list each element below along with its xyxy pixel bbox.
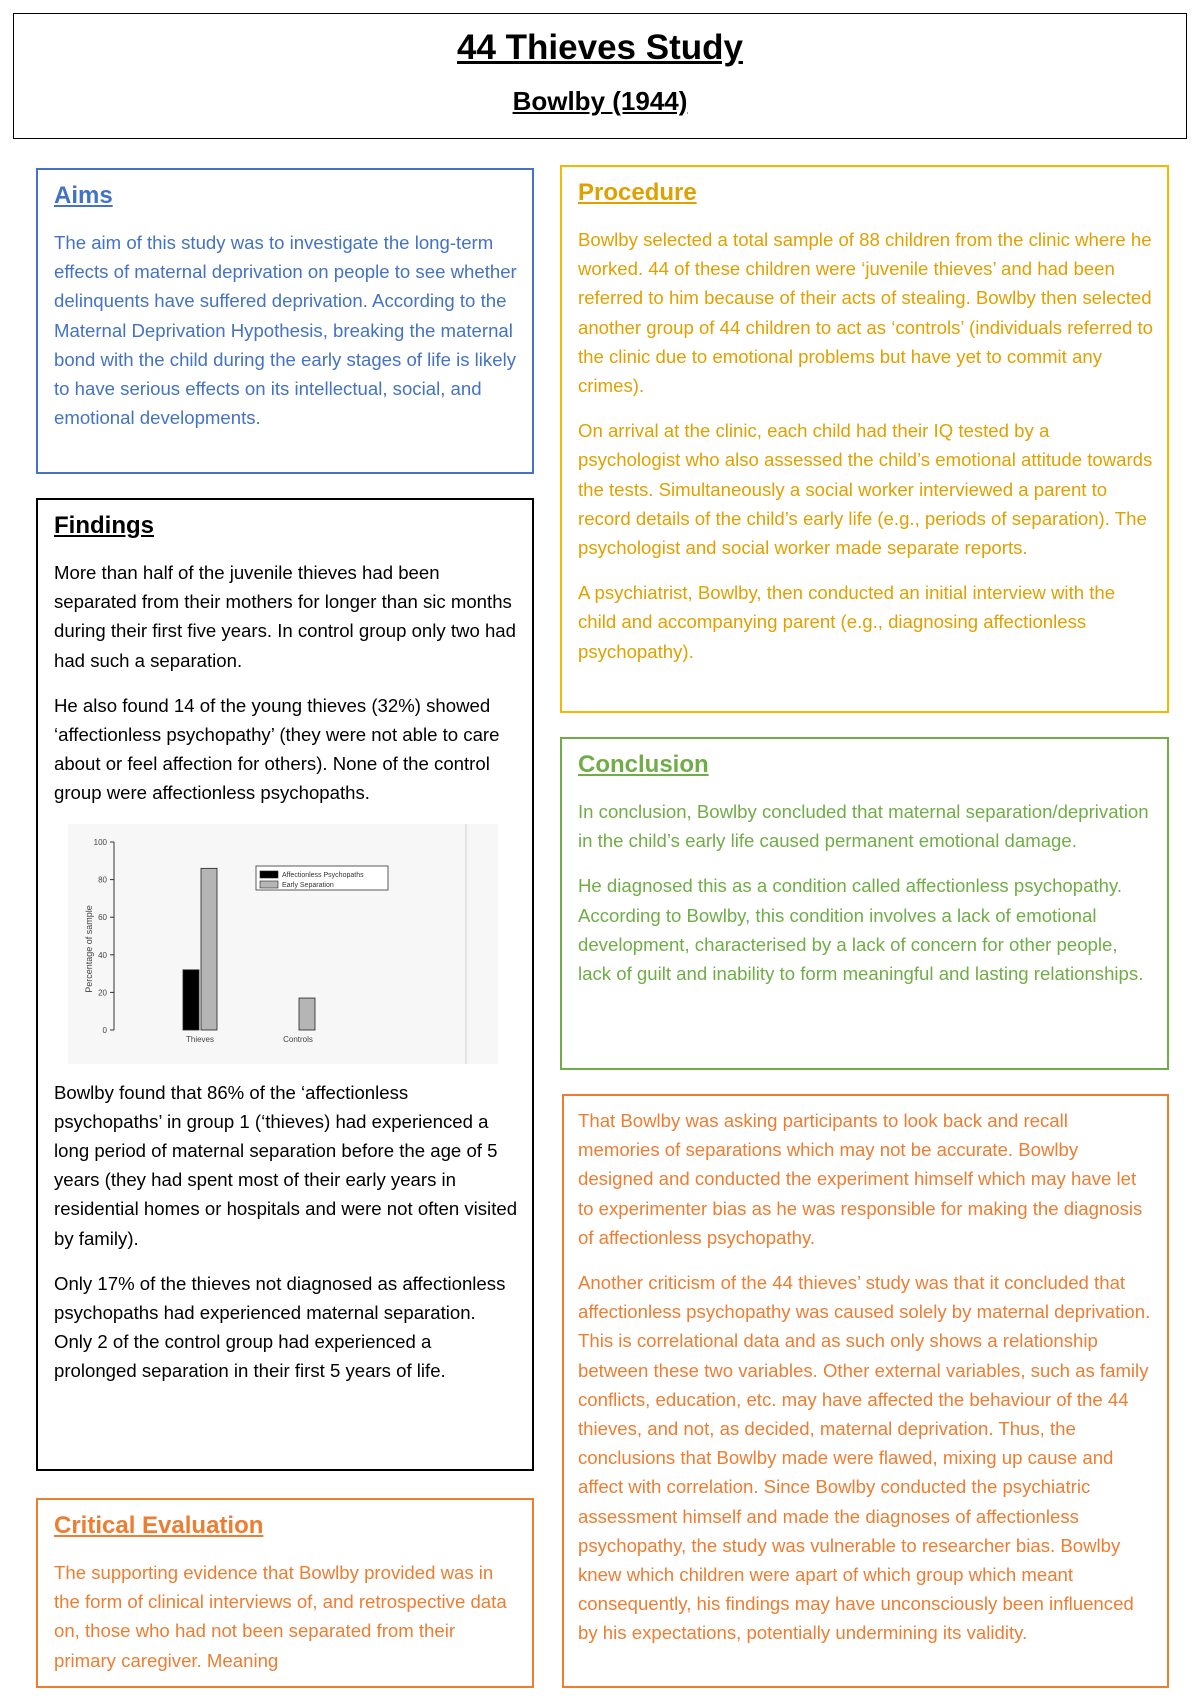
aims-heading: Aims [54, 182, 113, 209]
chart-y-axis-label: Percentage of sample [84, 904, 94, 993]
procedure-paragraph-3: A psychiatrist, Bowlby, then conducted an initial interview with the child and accompanying parent (e.g., diagnosing affectionless psychopathy). [578, 582, 1116, 662]
bar-chart [68, 824, 498, 1064]
chart-y-tick-label: 60 [98, 912, 107, 922]
findings-paragraph-4: Only 17% of the thieves not diagnosed as affectionless psychopaths had experienced maternal separation. Only 2 of the control group had experienced a prolonged separation in their first 5 years of life. [54, 1272, 506, 1382]
aims-section [36, 168, 534, 474]
chart-y-tick-label: 40 [98, 950, 107, 960]
chart-y-tick-label: 0 [102, 1025, 107, 1035]
findings-paragraph-1: More than half of the juvenile thieves had been separated from their mothers for longer than sic months during their first five years. In control group only two had had such a separation. [54, 562, 516, 671]
chart-legend-label: Early Separation [282, 881, 334, 889]
critical-continued-paragraph-2: Another criticism of the 44 thieves’ study was that it concluded that affectionless psychopathy was caused solely by maternal deprivation. This is correlational data and as such only shows a relationship between these two variables. Other external variables, such as family conflicts, education, etc. may have affected the behaviour of the 44 thieves, and not, as decided, maternal deprivation. Thus, the conclusions that Bowlby made were flawed, mixing up cause and affect with correlation. Since Bowlby conducted the psychiatric assessment himself and made the diagnoses of affectionless psychopathy, the study was vulnerable to researcher bias. Bowlby knew which children were apart of which group which meant consequently, his findings may have unconsciously been influenced by his expectations, potentially undermining its validity. [578, 1272, 1151, 1644]
chart-y-tick-label: 100 [93, 837, 107, 847]
findings-paragraph-2: He also found 14 of the young thieves (32%) showed ‘affectionless psychopathy’ (they were not able to care about or feel affection for others). None of the control group were affectionless psychopaths. [54, 694, 500, 804]
procedure-paragraph-2: On arrival at the clinic, each child had their IQ tested by a psychologist who also assessed the child’s emotional attitude towards the tests. Simultaneously a social worker interviewed a parent to record details of the child’s early life (e.g., periods of separation). The psychologist and social worker made separate reports. [578, 420, 1153, 559]
chart-y-tick-label: 80 [98, 875, 107, 885]
chart-legend-label: Affectionless Psychopaths [282, 871, 364, 879]
conclusion-paragraph-1: In conclusion, Bowlby concluded that maternal separation/deprivation in the child’s early life caused permanent emotional damage. [578, 801, 1149, 852]
chart-legend-swatch [260, 881, 278, 888]
critical-evaluation-paragraph-1: The supporting evidence that Bowlby provided was in the form of clinical interviews of, and retrospective data on, those who had not been separated from their primary caregiver. Meaning [54, 1562, 507, 1671]
chart-bar-thieves-separation [201, 868, 217, 1030]
chart-y-tick-label: 20 [98, 988, 107, 998]
title-box [13, 13, 1187, 139]
procedure-heading: Procedure [578, 179, 697, 206]
conclusion-paragraph-2: He diagnosed this as a condition called affectionless psychopathy. According to Bowlby, this condition involves a lack of emotional development, characterised by a lack of concern for other people, lack of guilt and inability to form meaningful and lasting relationships. [578, 875, 1144, 985]
chart-x-tick-label: Controls [283, 1034, 313, 1044]
findings-section [36, 498, 534, 1471]
chart-background [68, 824, 498, 1064]
findings-heading: Findings [54, 512, 154, 539]
page-subtitle: Bowlby (1944) [512, 86, 688, 116]
procedure-section [560, 165, 1169, 713]
findings-chart [68, 824, 498, 1064]
chart-bar-thieves-psychopaths [183, 969, 199, 1029]
chart-x-tick-label: Thieves [185, 1034, 215, 1044]
findings-paragraph-3: Bowlby found that 86% of the ‘affectionless psychopaths’ in group 1 (‘thieves) had experienced a long period of maternal separation before the age of 5 years (they had spent most of their early years in residential homes or hospitals and were not often visited by family). [54, 1081, 518, 1249]
procedure-paragraph-1: Bowlby selected a total sample of 88 children from the clinic where he worked. 44 of these children were ‘juvenile thieves’ and had been referred to him because of their acts of stealing. Bowlby then selected another group of 44 children to act as ‘controls’ (individuals referred to the clinic due to emotional problems but have yet to commit any crimes). [578, 229, 1153, 397]
conclusion-section [560, 737, 1169, 1070]
critical-evaluation-section [36, 1498, 534, 1688]
chart-legend-swatch [260, 871, 278, 878]
critical-continued-paragraph-1: That Bowlby was asking participants to look back and recall memories of separations which may not be accurate. Bowlby designed and conducted the experiment himself which may have let to experimenter bias as he was responsible for making the diagnosis of affectionless psychopathy. [578, 1110, 1143, 1248]
critical-evaluation-heading: Critical Evaluation [54, 1512, 264, 1539]
page-title: 44 Thieves Study [457, 28, 743, 67]
conclusion-heading: Conclusion [578, 751, 709, 778]
chart-bar-controls-separation [299, 998, 315, 1030]
critical-evaluation-continued [562, 1094, 1169, 1688]
aims-text: The aim of this study was to investigate the long-term effects of maternal deprivation on people to see whether delinquents have suffered deprivation. According to the Maternal Deprivation Hypothesis, breaking the maternal bond with the child during the early stages of life is likely to have serious effects on its intellectual, social, and emotional developments. [54, 232, 517, 429]
